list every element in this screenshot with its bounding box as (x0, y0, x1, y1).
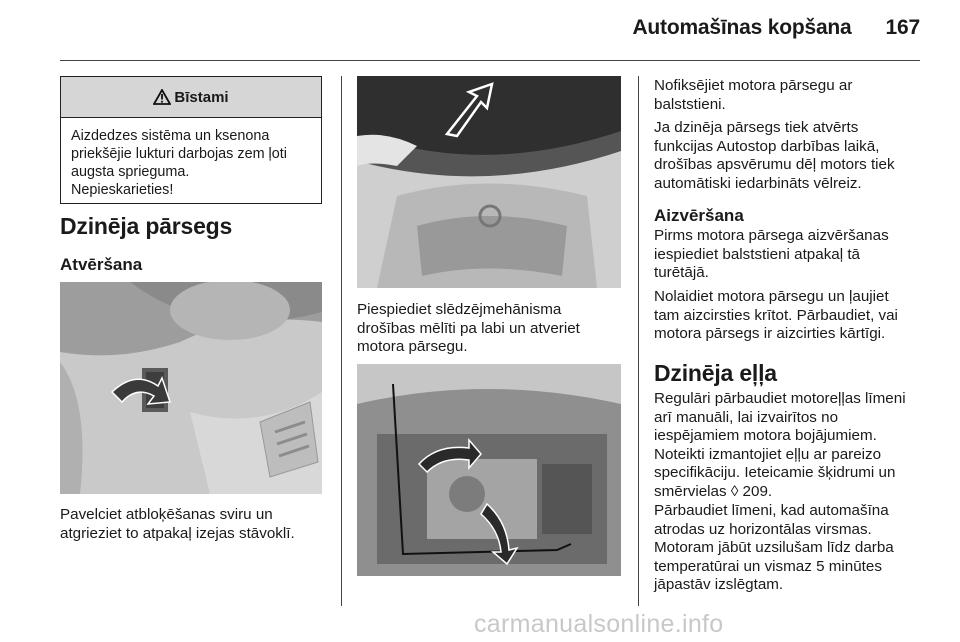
text-line: jāpastāv izslēgtam. (654, 576, 784, 594)
paragraph-autostop (654, 119, 895, 193)
bonnet-opening-illustration (357, 76, 621, 288)
paragraph-secure-bonnet (654, 77, 852, 114)
chapter-title: Automašīnas kopšana (632, 16, 852, 39)
text-line: iespējamiem motora bojājumiem. (654, 427, 877, 445)
subsection-title-opening: Atvēršana (60, 255, 143, 274)
text-line: turētājā. (654, 264, 709, 282)
column-divider-2 (638, 76, 639, 606)
text-line: Pārbaudiet līmeni, kad automašīna (654, 502, 889, 519)
text-line: balststieni. (654, 95, 726, 113)
text-line (654, 483, 906, 502)
text-line: Ja dzinēja pārsegs tiek atvērts (654, 119, 859, 136)
text-line: Nolaidiet motora pārsegu un ļaujiet (654, 288, 889, 305)
danger-line: Nepieskarieties! (71, 182, 174, 198)
text-line: Pirms motora pārsega aizvēršanas (654, 227, 889, 244)
danger-line: Aizdedzes sistēma un ksenona (71, 128, 270, 144)
header-rule (60, 60, 920, 61)
watermark: carmanualsonline.info (474, 610, 724, 638)
text-line: tam aizcirsties krītot. Pārbaudiet, vai (654, 306, 898, 324)
danger-text (61, 118, 321, 208)
paragraph-lower-bonnet (654, 288, 898, 344)
caption-line: drošības mēlīti pa labi un atveriet (357, 319, 580, 337)
danger-header (61, 77, 321, 118)
caption-release-lever (60, 506, 295, 543)
caption-line: atgrieziet to atpakaļ izejas stāvoklī. (60, 524, 295, 542)
text-line: drošības apsvērumu dēļ motors tiek (654, 156, 895, 174)
section-title-engine-oil: Dzinēja eļļa (654, 360, 777, 386)
subsection-title-closing: Aizvēršana (654, 206, 744, 225)
page-number: 167 (885, 16, 920, 39)
text-line: Motoram jābūt uzsilušam līdz darba (654, 539, 894, 557)
paragraph-push-rod (654, 227, 889, 283)
caption-line: Pavelciet atbloķēšanas sviru un (60, 506, 273, 523)
caption-line: motora pārsegu. (357, 338, 468, 356)
paragraph-oil-check (654, 390, 906, 502)
caption-safety-catch (357, 301, 580, 357)
text-line: Noteikti izmantojiet eļļu ar pareizo (654, 445, 882, 463)
text-line: Regulāri pārbaudiet motoreļļas līmeni (654, 390, 906, 407)
caption-line: Piespiediet slēdzējmehānisma (357, 301, 562, 318)
page-reference-icon: ◊ (730, 482, 739, 500)
text-line: automātiski iedarbināts vēlreiz. (654, 174, 862, 192)
text-line: specifikāciju. Ieteicamie šķidrumi un (654, 464, 896, 482)
danger-line: priekšējie lukturi darbojas zem ļoti (71, 146, 287, 162)
text-line: temperatūrai un vismaz 5 minūtes (654, 557, 882, 575)
engine-bay-illustration (357, 364, 621, 576)
section-title-bonnet: Dzinēja pārsegs (60, 213, 233, 239)
release-lever-illustration (60, 282, 322, 494)
danger-box (60, 76, 322, 204)
text-fragment: smērvielas (654, 482, 731, 500)
warning-triangle-icon (153, 89, 171, 105)
text-line: motora pārsegs ir aizcirties kārtīgi. (654, 325, 886, 343)
text-line: Nofiksējiet motora pārsegu ar (654, 77, 853, 94)
text-line: iespiediet balststieni atpakaļ tā (654, 245, 861, 263)
text-line: atrodas uz horizontālas virsmas. (654, 520, 872, 538)
text-line: funkcijas Autostop darbības laikā, (654, 137, 880, 155)
danger-title: Bīstami (174, 88, 229, 106)
paragraph-level-check (654, 502, 894, 595)
running-header (632, 16, 920, 40)
text-line: arī manuāli, lai izvairītos no (654, 408, 839, 426)
page-reference[interactable]: 209. (738, 482, 773, 500)
danger-line: augsta sprieguma. (71, 164, 190, 180)
column-divider-1 (341, 76, 342, 606)
